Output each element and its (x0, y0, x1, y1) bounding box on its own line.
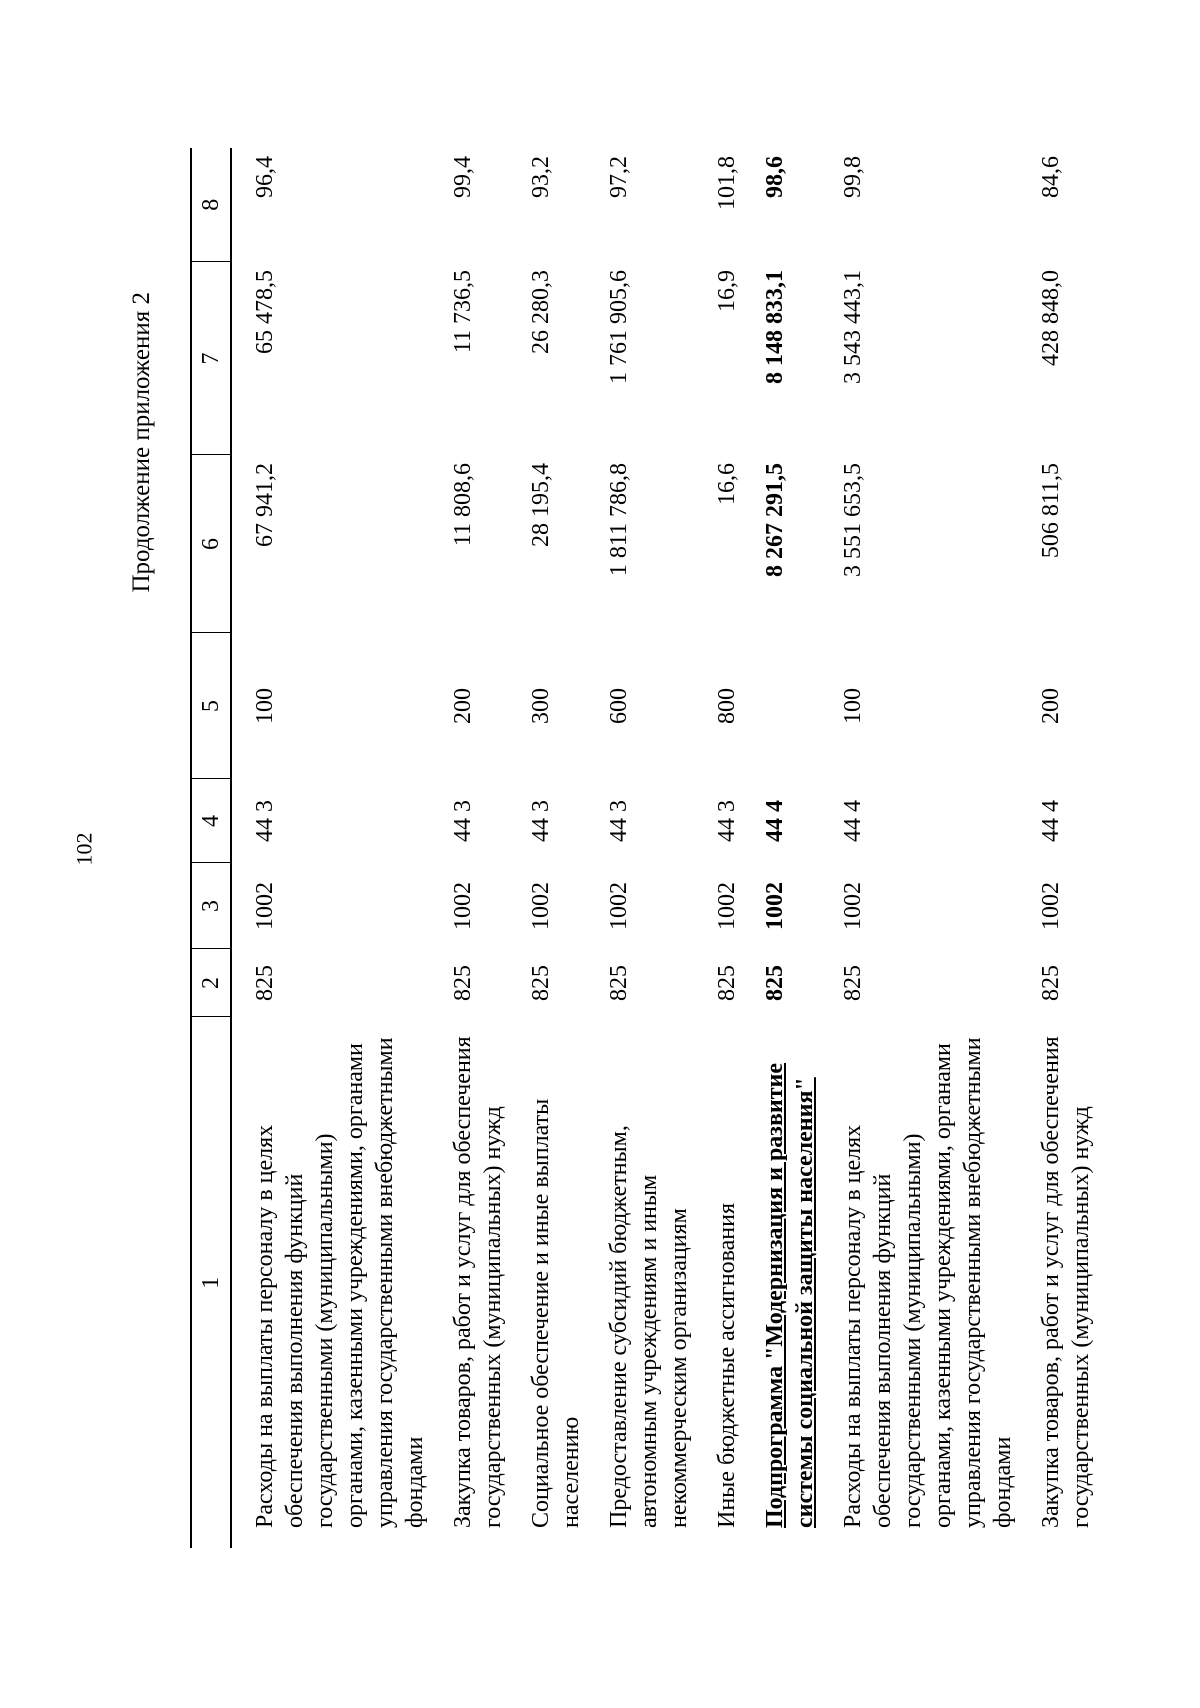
cell-expense-type: 300 (528, 688, 554, 724)
cell-actual: 8 148 833,1 (762, 270, 788, 384)
column-header: 3 (191, 863, 231, 949)
cell-percent: 84,6 (1038, 156, 1064, 198)
cell-ministry-code: 825 (1038, 965, 1064, 1001)
cell-percent: 93,2 (528, 156, 554, 198)
cell-ministry-code: 825 (528, 965, 554, 1001)
cell-expense-type (742, 633, 820, 779)
cell-section-code: 1002 (714, 882, 740, 930)
cell-planned: 11 808,6 (450, 463, 476, 547)
appendix-caption: Продолжение приложения 2 (128, 292, 155, 593)
cell-actual: 11 736,5 (450, 270, 476, 354)
subprogram-title: Подпрограмма "Модернизация и развитие системы социальной защиты населения" (762, 1063, 818, 1528)
cell-target-code: 44 4 (840, 800, 866, 842)
cell-ministry-code: 825 (840, 965, 866, 1001)
cell-actual: 16,9 (714, 270, 740, 312)
page-number: 102 (71, 832, 97, 866)
budget-table (190, 148, 1096, 1548)
cell-planned: 8 267 291,5 (762, 463, 788, 577)
table-row (508, 148, 586, 1548)
row-description: Закупка товаров, работ и услуг для обеспечения государственных (муниципальных) нужд (1038, 1036, 1094, 1528)
cell-ministry-code: 825 (252, 965, 278, 1001)
cell-planned: 67 941,2 (252, 463, 278, 547)
column-header: 4 (191, 779, 231, 863)
cell-expense-type: 600 (606, 688, 632, 724)
cell-section-code: 1002 (252, 882, 278, 930)
cell-actual: 428 848,0 (1038, 270, 1064, 366)
cell-section-code: 1002 (762, 882, 788, 930)
cell-target-code: 44 4 (762, 800, 788, 842)
cell-ministry-code: 825 (762, 965, 788, 1001)
cell-planned: 3 551 653,5 (840, 463, 866, 577)
cell-section-code: 1002 (450, 882, 476, 930)
cell-target-code: 44 4 (1038, 800, 1064, 842)
table-row (231, 148, 430, 1548)
cell-target-code: 44 3 (714, 800, 740, 842)
row-description: Расходы на выплаты персоналу в целях обеспечения выполнения функций государственными (муниципальными) органами, казенными учреждениями, органами управления государственными внебюджетными фондами (840, 1037, 1016, 1528)
cell-planned: 1 811 786,8 (606, 463, 632, 577)
cell-section-code: 1002 (840, 882, 866, 930)
cell-target-code: 44 3 (606, 800, 632, 842)
cell-expense-type: 100 (252, 688, 278, 724)
cell-percent: 99,4 (450, 156, 476, 198)
table-row (694, 148, 742, 1548)
cell-planned: 506 811,5 (1038, 463, 1064, 559)
cell-section-code: 1002 (1038, 882, 1064, 930)
column-header: 6 (191, 455, 231, 633)
row-description: Расходы на выплаты персоналу в целях обеспечения выполнения функций государственными (муниципальными) органами, казенными учреждениями, органами управления государственными внебюджетными фондами (252, 1037, 428, 1528)
cell-section-code: 1002 (606, 882, 632, 930)
cell-expense-type: 800 (714, 688, 740, 724)
row-description: Иные бюджетные ассигнования (714, 1203, 740, 1528)
row-description: Закупка товаров, работ и услуг для обеспечения государственных (муниципальных) нужд (450, 1036, 506, 1528)
row-description: Социальное обеспечение и иные выплаты населению (528, 1098, 584, 1528)
cell-percent: 99,8 (840, 156, 866, 198)
header-row (191, 148, 231, 1548)
row-description (742, 1017, 820, 1548)
cell-percent: 96,4 (252, 156, 278, 198)
cell-planned: 16,6 (714, 463, 740, 505)
cell-ministry-code: 825 (450, 965, 476, 1001)
cell-target-code: 44 3 (252, 800, 278, 842)
cell-expense-type: 200 (450, 688, 476, 724)
column-header: 7 (191, 262, 231, 455)
cell-expense-type: 100 (840, 688, 866, 724)
table-row (430, 148, 508, 1548)
table-row (1018, 148, 1096, 1548)
column-header: 5 (191, 633, 231, 779)
table-row-subprogram (742, 148, 820, 1548)
cell-target-code: 44 3 (528, 800, 554, 842)
cell-actual: 26 280,3 (528, 270, 554, 354)
cell-actual: 1 761 905,6 (606, 270, 632, 384)
table-row (820, 148, 1018, 1548)
cell-ministry-code: 825 (714, 965, 740, 1001)
row-description: Предоставление субсидий бюджетным, автономным учреждениям и иным некоммерческим организациям (606, 1125, 692, 1528)
column-header: 2 (191, 949, 231, 1017)
cell-ministry-code: 825 (606, 965, 632, 1001)
cell-percent: 98,6 (762, 156, 788, 198)
cell-section-code: 1002 (528, 882, 554, 930)
cell-actual: 3 543 443,1 (840, 270, 866, 384)
cell-target-code: 44 3 (450, 800, 476, 842)
table-row (586, 148, 694, 1548)
column-header: 8 (191, 148, 231, 262)
cell-expense-type: 200 (1038, 688, 1064, 724)
cell-actual: 65 478,5 (252, 270, 278, 354)
cell-percent: 97,2 (606, 156, 632, 198)
cell-percent: 101,8 (714, 156, 740, 210)
cell-planned: 28 195,4 (528, 463, 554, 547)
column-header: 1 (191, 1017, 231, 1548)
